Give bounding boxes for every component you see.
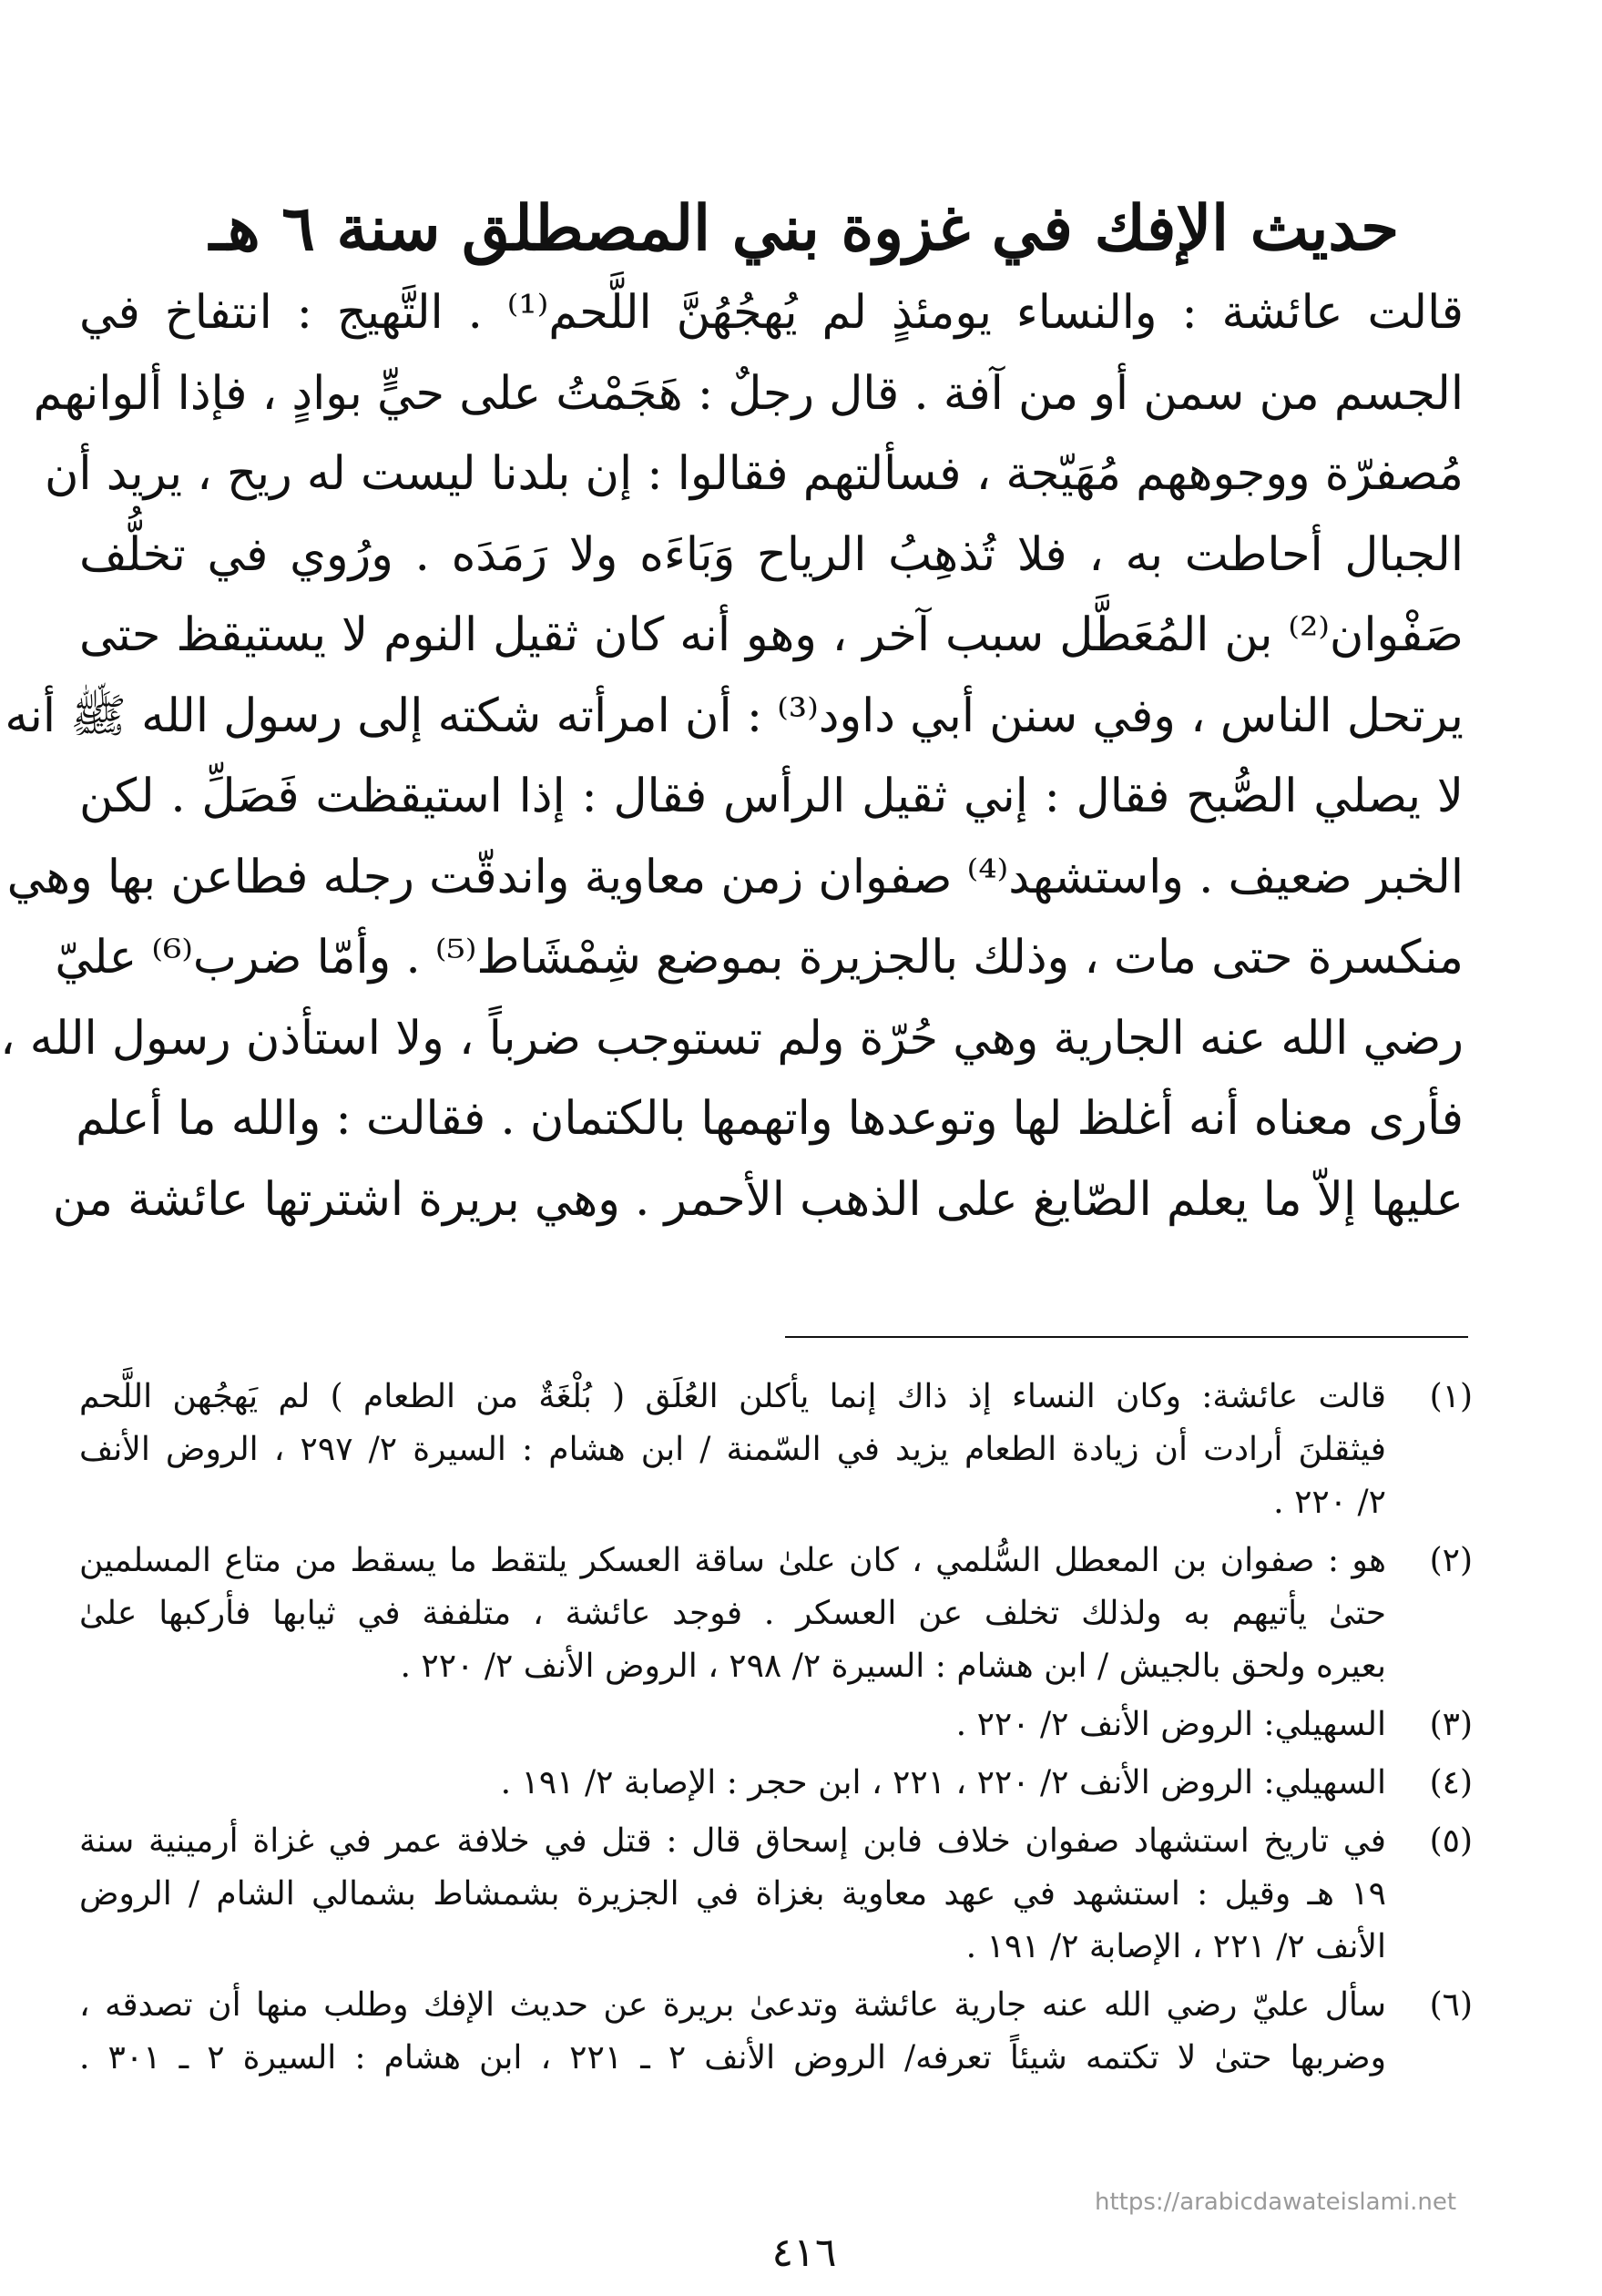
footnote-number: (٢) [1429,1542,1473,1579]
footnote-number: (١) [1429,1378,1473,1415]
page-number: ٤١٦ [771,2230,837,2276]
footnote-4 [79,1757,1473,1810]
text-line: منكسرة حتى مات ، وذلك بالجزيرة بموضع شِمْشَاط⁽⁵⁾ . وأمّا ضرب⁽⁶⁾ عليّ [55,931,1464,985]
footnote-line: السهيلي: الروض الأنف ٢/ ٢٢٠ ، ٢٢١ ، ابن حجر : الإصابة ٢/ ١٩١ . [500,1764,1386,1801]
footnote-line: في تاريخ استشهاد صفوان خلاف فابن إسحاق قال : قتل في خلافة عمر في غزاة أرمينية سنة [79,1822,1386,1860]
footnote-line: ١٩ هـ وقيل : استشهد في عهد معاوية بغزاة في الجزيرة بشمشاط بشمالي الشام / الروض [79,1875,1386,1913]
text-line: رضي الله عنه الجارية وهي حُرّة ولم تستوجب ضرباً ، ولا استأذن رسول الله ، [0,1011,1464,1066]
footnote-3 [79,1699,1473,1751]
footnote-separator [785,1336,1468,1338]
text-line: الجبال أحاطت به ، فلا تُذهِبُ الرياح وَبَاءَه ولا رَمَدَه . ورُوي في تخلُّف [79,527,1464,582]
footnote-line: ٢/ ٢٢٠ . [1273,1484,1386,1521]
text-line: يرتحل الناس ، وفي سنن أبي داود⁽³⁾ : أن امرأته شكته إلى رسول الله ﷺ أنه [5,689,1464,743]
footnote-line: وضربها حتىٰ لا تكتمه شيئاً تعرفه/ الروض الأنف ٢ ـ ٢٢١ ، ابن هشام : السيرة ٢ ـ ٣٠١ . [79,2039,1386,2077]
text-line: الخبر ضعيف . واستشهد⁽⁴⁾ صفوان زمن معاوية واندقّت رجله فطاعن بها وهي [6,850,1464,904]
text-line: قالت عائشة : والنساء يومئذٍ لم يُهجُهُنَّ اللَّحم⁽¹⁾ . التَّهيج : انتفاخ في [79,286,1464,340]
text-line: لا يصلي الصُّبح فقال : إني ثقيل الرأس فقال : إذا استيقظت فَصَلِّ . لكن [79,770,1464,823]
footnote-number: (٤) [1429,1764,1473,1801]
footnote-line: قالت عائشة: وكان النساء إذ ذاك إنما يأكلن العُلَق ( بُلْغَةٌ من الطعام ) لم يَهجُهن اللَّحم [79,1378,1386,1415]
footnote-number: (٦) [1429,1986,1473,2024]
footnote-number: (٣) [1429,1706,1473,1743]
page-title: حديث الإفك في غزوة بني المصطلق سنة ٦ هـ [209,191,1400,265]
text-line: مُصفرّة ووجوههم مُهَيّجة ، فسألتهم فقالوا : إن بلدنا ليست له ريح ، يريد أن [44,447,1464,501]
footnote-1 [79,1371,1473,1529]
text-line: فأرى معناه أنه أغلظ لها وتوعدها واتهمها بالكتمان . فقالت : والله ما أعلم [76,1092,1464,1146]
footnote-5 [79,1815,1473,1974]
footnote-line: حتىٰ يأتيهم به ولذلك تخلف عن العسكر . فوجد عائشة ، متلففة في ثيابها فأركبها علىٰ [79,1595,1386,1632]
text-line: صَفْوان⁽²⁾ بن المُعَطَّل سبب آخر ، وهو أنه كان ثقيل النوم لا يستيقظ حتى [79,608,1464,662]
footnote-line: هو : صفوان بن المعطل السُّلمي ، كان علىٰ ساقة العسكر يلتقط ما يسقط من متاع المسلمين [79,1542,1386,1579]
main-text [0,273,1464,1240]
text-line: عليها إلاّ ما يعلم الصّايغ على الذهب الأحمر . وهي بريرة اشترتها عائشة من [52,1172,1464,1227]
watermark-url: https://arabicdawateislami.net [1095,2189,1457,2216]
footnotes [79,1371,1473,2090]
footnote-line: الأنف ٢/ ٢٢١ ، الإصابة ٢/ ١٩١ . [965,1928,1386,1965]
footnote-line: السهيلي: الروض الأنف ٢/ ٢٢٠ . [955,1706,1386,1743]
footnote-line: بعيره ولحق بالجيش / ابن هشام : السيرة ٢/ ٢٩٨ ، الروض الأنف ٢/ ٢٢٠ . [400,1648,1386,1685]
text-line: الجسم من سمن أو من آفة . قال رجلٌ : هَجَمْتُ على حيٍّ بوادٍ ، فإذا ألوانهم [33,366,1464,421]
footnote-line: سأل عليّ رضي الله عنه جارية عائشة وتدعىٰ بريرة عن حديث الإفك وطلب منها أن تصدقه ، [79,1986,1386,2024]
footnote-number: (٥) [1429,1822,1473,1860]
footnote-2 [79,1535,1473,1693]
footnote-6 [79,1979,1473,2085]
footnote-line: فيثقلنَ أرادت أن زيادة الطعام يزيد في السّمنة / ابن هشام : السيرة ٢/ ٢٩٧ ، الروض الأنف [79,1431,1387,1468]
